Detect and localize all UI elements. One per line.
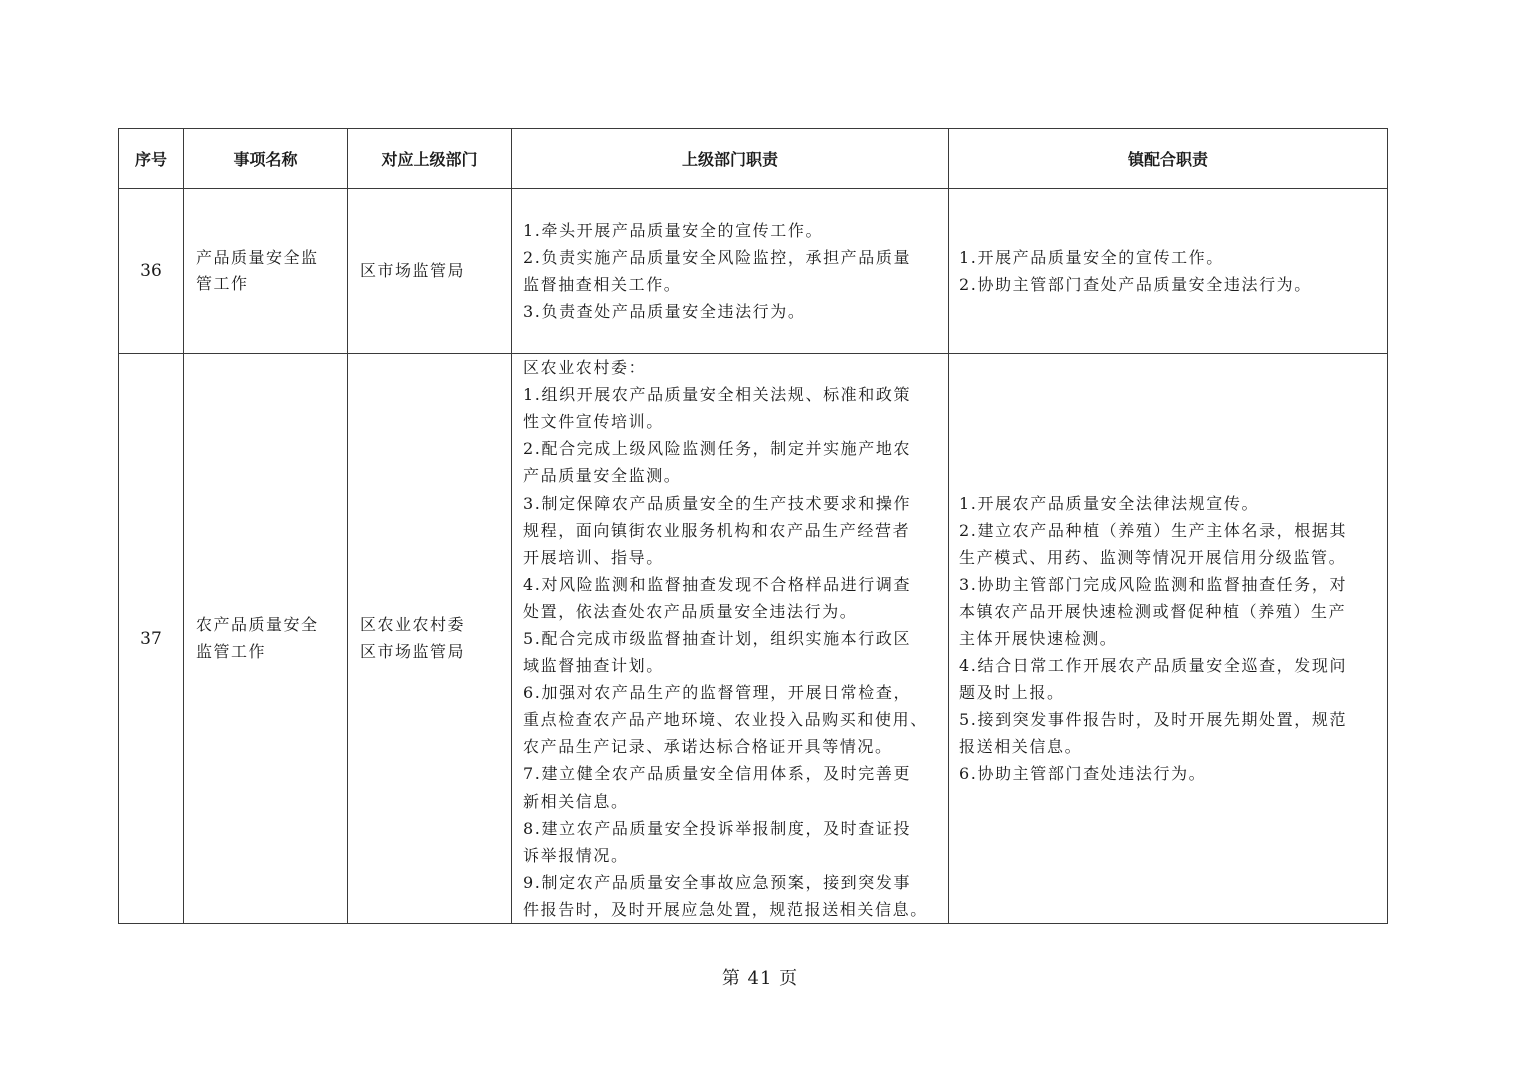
duty-line: 4.对风险监测和监督抽查发现不合格样品进行调查 [523,574,912,594]
row-seq: 36 [119,189,184,354]
item-name-line: 管工作 [196,274,249,293]
row-superior-dept [348,354,512,924]
duty-line: 报送相关信息。 [959,737,1083,756]
duty-line: 1.开展农产品质量安全法律法规宣传。 [959,494,1260,513]
row-superior-dept [348,189,512,354]
page-number: 第 41 页 [721,968,799,989]
header-item-name: 事项名称 [184,129,348,189]
duty-line: 产品质量安全监测。 [523,466,682,486]
header-seq: 序号 [119,129,184,189]
duty-line: 新相关信息。 [523,791,629,811]
dept-line: 区市场监管局 [360,641,466,661]
duty-line: 题及时上报。 [959,683,1065,702]
dept-line: 区农业农村委 [360,615,466,634]
duty-line: 1.开展产品质量安全的宣传工作。 [959,248,1224,267]
duty-line: 性文件宣传培训。 [523,412,664,432]
duty-line: 规程，面向镇街农业服务机构和农产品生产经营者 [523,520,911,540]
header-town-duties: 镇配合职责 [949,129,1388,189]
table-row [119,354,1388,924]
duty-line: 2.负责实施产品质量安全风险监控，承担产品质量 [523,248,912,267]
table-row [119,189,1388,354]
duty-line: 5.配合完成市级监督抽查计划，组织实施本行政区 [523,628,912,648]
duty-line: 8.建立农产品质量安全投诉举报制度，及时查证投 [523,818,912,838]
duty-line: 诉举报情况。 [523,845,629,865]
duty-line: 重点检查农产品产地环境、农业投入品购买和使用、 [523,710,928,730]
item-name-line: 农产品质量安全 [196,615,319,634]
duty-line: 3.负责查处产品质量安全违法行为。 [523,302,806,321]
row-item-name [184,354,348,924]
duty-line: 农产品生产记录、承诺达标合格证开具等情况。 [523,737,893,757]
duty-line: 开展培训、指导。 [523,547,664,567]
row-superior-duties [512,354,949,924]
duty-line: 5.接到突发事件报告时，及时开展先期处置，规范 [959,710,1348,729]
duty-line: 区农业农村委： [523,358,647,378]
duty-line: 1.组织开展农产品质量安全相关法规、标准和政策 [523,385,912,405]
duty-line: 件报告时，及时开展应急处置，规范报送相关信息。 [523,899,928,919]
duty-line: 本镇农产品开展快速检测或督促种植（养殖）生产 [959,602,1347,621]
header-superior-dept: 对应上级部门 [348,129,512,189]
duty-line: 监督抽查相关工作。 [523,275,682,294]
duty-line: 域监督抽查计划。 [523,656,664,676]
item-name-line: 监管工作 [196,641,267,661]
duty-line: 1.牵头开展产品质量安全的宣传工作。 [523,221,824,240]
duty-line: 6.协助主管部门查处违法行为。 [959,764,1207,783]
duty-line: 9.制定农产品质量安全事故应急预案，接到突发事 [523,872,912,892]
duty-line: 生产模式、用药、监测等情况开展信用分级监管。 [959,548,1347,567]
header-superior-duties: 上级部门职责 [512,129,949,189]
duty-line: 3.制定保障农产品质量安全的生产技术要求和操作 [523,493,912,513]
duty-line: 处置，依法查处农产品质量安全违法行为。 [523,601,858,621]
row-item-name [184,189,348,354]
duty-line: 6.加强对农产品生产的监督管理，开展日常检查， [523,683,912,703]
row-town-duties [949,189,1388,354]
item-name-line: 产品质量安全监 [196,247,319,267]
duty-line: 2.协助主管部门查处产品质量安全违法行为。 [959,275,1312,294]
duty-line: 2.配合完成上级风险监测任务，制定并实施产地农 [523,439,912,459]
dept-line: 区市场监管局 [360,260,466,280]
duty-table [118,128,1388,924]
duty-line: 主体开展快速检测。 [959,629,1118,648]
duty-line: 3.协助主管部门完成风险监测和监督抽查任务，对 [959,575,1348,594]
row-superior-duties [512,189,949,354]
duty-line: 7.建立健全农产品质量安全信用体系，及时完善更 [523,764,912,784]
row-town-duties [949,354,1388,924]
duty-line: 4.结合日常工作开展农产品质量安全巡查，发现问 [959,656,1348,675]
table-header-row [119,129,1388,189]
row-seq: 37 [119,354,184,924]
duty-line: 2.建立农产品种植（养殖）生产主体名录，根据其 [959,521,1348,540]
